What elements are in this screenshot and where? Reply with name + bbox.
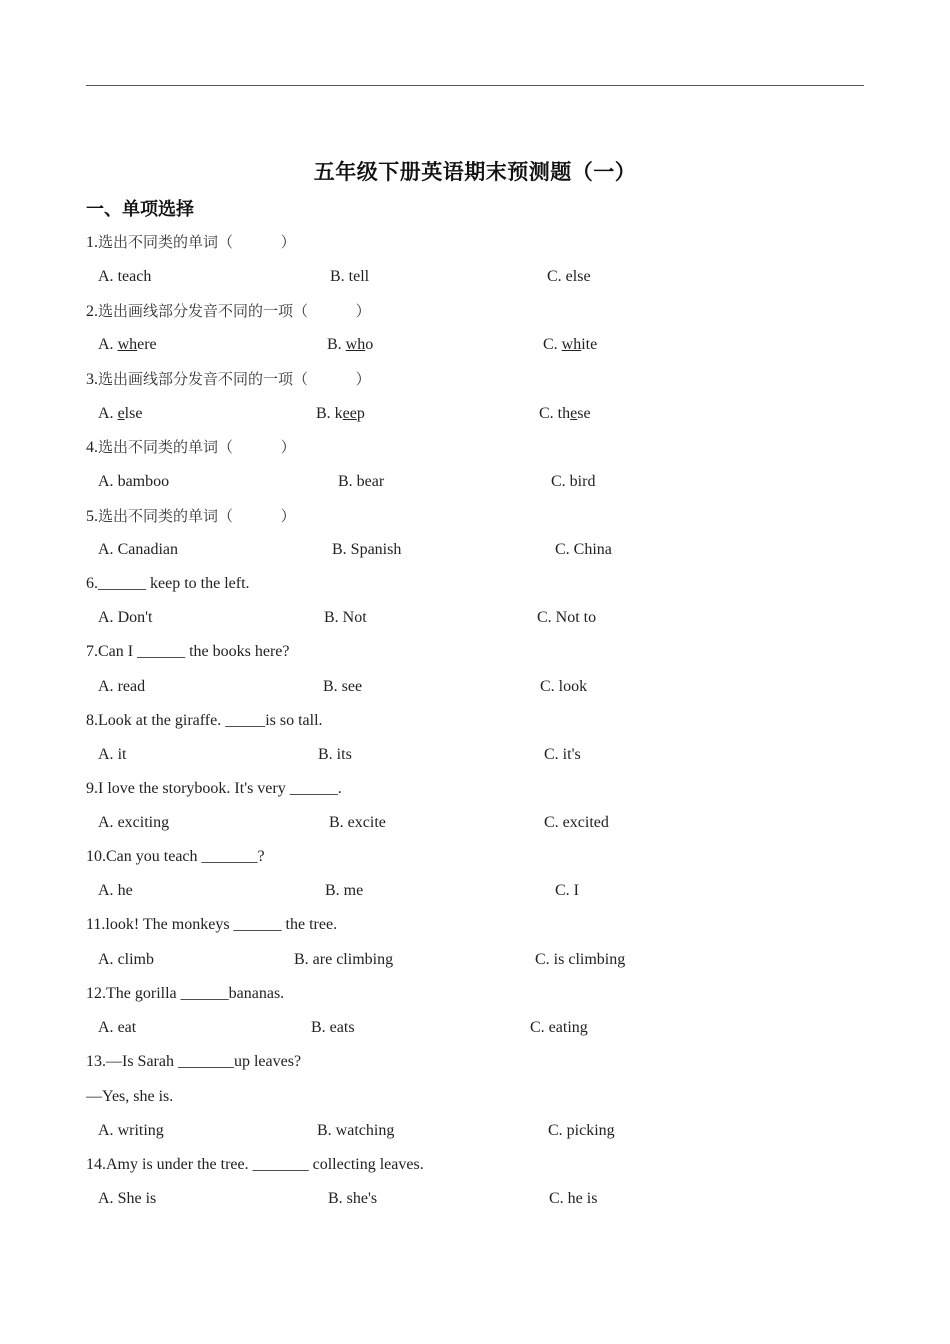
option-prefix: C. th	[539, 405, 571, 422]
option-prefix: A.	[98, 678, 118, 695]
question-stem	[86, 711, 323, 731]
question-text: I love the storybook. It's very ______.	[98, 780, 342, 797]
underlined-letters: wh	[345, 336, 366, 353]
option-a	[98, 1121, 164, 1141]
option-c	[535, 950, 625, 970]
option-text: watching	[335, 1122, 395, 1139]
option-prefix: B. k	[316, 405, 343, 422]
option-text: I	[573, 882, 579, 899]
option-text: is climbing	[553, 951, 626, 968]
option-prefix: B.	[323, 678, 342, 695]
option-a	[98, 404, 142, 424]
question-stem	[86, 1155, 424, 1175]
option-text: Canadian	[117, 541, 178, 558]
option-text: Not to	[555, 609, 597, 626]
option-text: else	[565, 268, 591, 285]
question-stem	[86, 437, 296, 458]
option-c	[539, 404, 591, 424]
question-stem	[86, 915, 337, 935]
option-prefix: B.	[311, 1019, 330, 1036]
option-prefix: A.	[98, 336, 118, 353]
option-prefix: C.	[535, 951, 554, 968]
option-text: Don't	[117, 609, 153, 626]
option-b	[328, 1189, 377, 1209]
option-text: ite	[581, 336, 598, 353]
option-b	[325, 881, 363, 901]
option-a	[98, 677, 145, 697]
option-text: eating	[548, 1019, 588, 1036]
question-text: 选出不同类的单词（ ）	[98, 507, 296, 525]
option-prefix: C.	[544, 814, 563, 831]
option-a	[98, 608, 152, 628]
question-stem	[86, 1052, 301, 1072]
option-prefix: A.	[98, 405, 118, 422]
option-text: writing	[117, 1122, 164, 1139]
question-text: Can I ______ the books here?	[98, 643, 290, 660]
option-c	[537, 608, 596, 628]
option-c	[544, 813, 609, 833]
option-b	[338, 472, 384, 492]
question-number: 5.	[86, 508, 98, 525]
option-prefix: B.	[327, 336, 346, 353]
option-prefix: C.	[547, 268, 566, 285]
option-text: he	[117, 882, 133, 899]
underlined-letters: ee	[342, 405, 357, 422]
question-text: look! The monkeys ______ the tree.	[105, 916, 338, 933]
option-prefix: A.	[98, 1019, 118, 1036]
question-stem	[86, 984, 284, 1004]
option-a	[98, 472, 169, 492]
option-text: it	[117, 746, 127, 763]
option-prefix: B.	[318, 746, 337, 763]
question-text: The gorilla ______bananas.	[106, 985, 285, 1002]
option-c	[530, 1018, 588, 1038]
option-text: she's	[346, 1190, 378, 1207]
option-text: read	[117, 678, 146, 695]
question-text: 选出画线部分发音不同的一项（ ）	[98, 302, 371, 320]
option-prefix: B.	[338, 473, 357, 490]
option-prefix: A.	[98, 609, 118, 626]
option-prefix: C.	[549, 1190, 568, 1207]
option-prefix: A.	[98, 268, 118, 285]
option-text: bear	[356, 473, 385, 490]
question-number: 10.	[86, 848, 106, 865]
option-prefix: B.	[324, 609, 343, 626]
option-b	[329, 813, 386, 833]
option-text: bird	[569, 473, 596, 490]
option-a	[98, 1189, 156, 1209]
question-number: 13.	[86, 1053, 106, 1070]
question-stem	[86, 232, 296, 253]
question-text: Look at the giraffe. _____is so tall.	[98, 712, 323, 729]
option-a	[98, 950, 154, 970]
option-b	[332, 540, 401, 560]
option-b	[311, 1018, 355, 1038]
option-b	[330, 267, 369, 287]
page-title: 五年级下册英语期末预测题（一）	[313, 160, 637, 184]
question-text: 选出画线部分发音不同的一项（ ）	[98, 370, 371, 388]
option-text: he is	[567, 1190, 598, 1207]
option-text: She is	[117, 1190, 157, 1207]
option-text: p	[356, 405, 365, 422]
option-prefix: A.	[98, 951, 118, 968]
question-stem	[86, 642, 290, 662]
option-c	[555, 881, 579, 901]
option-b	[294, 950, 393, 970]
question-text: 选出不同类的单词（ ）	[98, 233, 296, 251]
option-text: Not	[342, 609, 367, 626]
answer-line: —Yes, she is.	[86, 1088, 174, 1105]
option-prefix: A.	[98, 1122, 118, 1139]
option-text: excite	[347, 814, 386, 831]
question-text: Amy is under the tree. _______ collecting leaves.	[106, 1156, 424, 1173]
option-prefix: C.	[555, 882, 574, 899]
question-stem	[86, 301, 371, 322]
option-text: me	[343, 882, 364, 899]
underlined-letters: wh	[561, 336, 582, 353]
option-prefix: C.	[543, 336, 562, 353]
question-number: 8.	[86, 712, 98, 729]
question-stem	[86, 369, 371, 390]
option-prefix: A.	[98, 473, 118, 490]
option-c	[549, 1189, 597, 1209]
option-text: o	[365, 336, 374, 353]
option-text: are climbing	[312, 951, 394, 968]
option-text: eat	[117, 1019, 137, 1036]
option-c	[551, 472, 595, 492]
underlined-letters: e	[570, 405, 578, 422]
question-text: —Is Sarah _______up leaves?	[106, 1053, 302, 1070]
question-number: 12.	[86, 985, 106, 1002]
option-text: ere	[137, 336, 157, 353]
option-text: it's	[562, 746, 581, 763]
option-prefix: B.	[329, 814, 348, 831]
option-prefix: A.	[98, 814, 118, 831]
option-text: see	[341, 678, 363, 695]
question-number: 3.	[86, 371, 98, 388]
option-text: picking	[566, 1122, 615, 1139]
option-b	[316, 404, 365, 424]
option-text: look	[558, 678, 588, 695]
option-text: tell	[348, 268, 370, 285]
option-prefix: B.	[328, 1190, 347, 1207]
option-a	[98, 267, 151, 287]
option-prefix: A.	[98, 541, 118, 558]
question-number: 11.	[86, 916, 106, 933]
option-a	[98, 881, 133, 901]
question-text: 选出不同类的单词（ ）	[98, 438, 296, 456]
option-b	[323, 677, 362, 697]
option-prefix: B.	[330, 268, 349, 285]
underlined-letters: e	[117, 405, 125, 422]
option-prefix: C.	[555, 541, 574, 558]
question-number: 4.	[86, 439, 98, 456]
question-stem	[86, 574, 250, 594]
option-a	[98, 335, 157, 355]
question-number: 2.	[86, 303, 98, 320]
option-prefix: A.	[98, 1190, 118, 1207]
header-rule	[86, 85, 864, 86]
option-prefix: C.	[540, 678, 559, 695]
section-heading: 一、单项选择	[86, 199, 194, 220]
option-text: se	[577, 405, 591, 422]
option-prefix: C.	[544, 746, 563, 763]
option-a	[98, 540, 178, 560]
option-prefix: C.	[530, 1019, 549, 1036]
question-number: 6.	[86, 575, 98, 592]
option-c	[548, 1121, 615, 1141]
option-b	[324, 608, 367, 628]
question-text: Can you teach _______?	[106, 848, 265, 865]
option-prefix: A.	[98, 746, 118, 763]
option-prefix: C.	[551, 473, 570, 490]
option-c	[544, 745, 581, 765]
question-stem	[86, 506, 296, 527]
option-a	[98, 1018, 136, 1038]
option-c	[543, 335, 597, 355]
question-stem	[86, 779, 342, 799]
question-number: 14.	[86, 1156, 106, 1173]
question-stem	[86, 847, 265, 867]
option-text: climb	[117, 951, 154, 968]
option-text: Spanish	[350, 541, 402, 558]
question-number: 9.	[86, 780, 98, 797]
option-prefix: B.	[332, 541, 351, 558]
option-prefix: B.	[325, 882, 344, 899]
option-b	[317, 1121, 394, 1141]
option-text: teach	[117, 268, 152, 285]
option-text: China	[573, 541, 612, 558]
option-a	[98, 813, 169, 833]
option-b	[318, 745, 352, 765]
option-c	[540, 677, 587, 697]
option-prefix: C.	[537, 609, 556, 626]
option-text: eats	[329, 1019, 355, 1036]
option-prefix: A.	[98, 882, 118, 899]
question-number: 7.	[86, 643, 98, 660]
option-c	[547, 267, 591, 287]
option-prefix: C.	[548, 1122, 567, 1139]
option-prefix: B.	[294, 951, 313, 968]
question-number: 1.	[86, 234, 98, 251]
option-text: exciting	[117, 814, 170, 831]
option-a	[98, 745, 126, 765]
option-text: bamboo	[117, 473, 170, 490]
option-text: its	[336, 746, 352, 763]
option-text: excited	[562, 814, 609, 831]
underlined-letters: wh	[117, 336, 138, 353]
option-prefix: B.	[317, 1122, 336, 1139]
question-text: ______ keep to the left.	[98, 575, 250, 592]
option-c	[555, 540, 612, 560]
option-b	[327, 335, 373, 355]
option-text: lse	[124, 405, 143, 422]
